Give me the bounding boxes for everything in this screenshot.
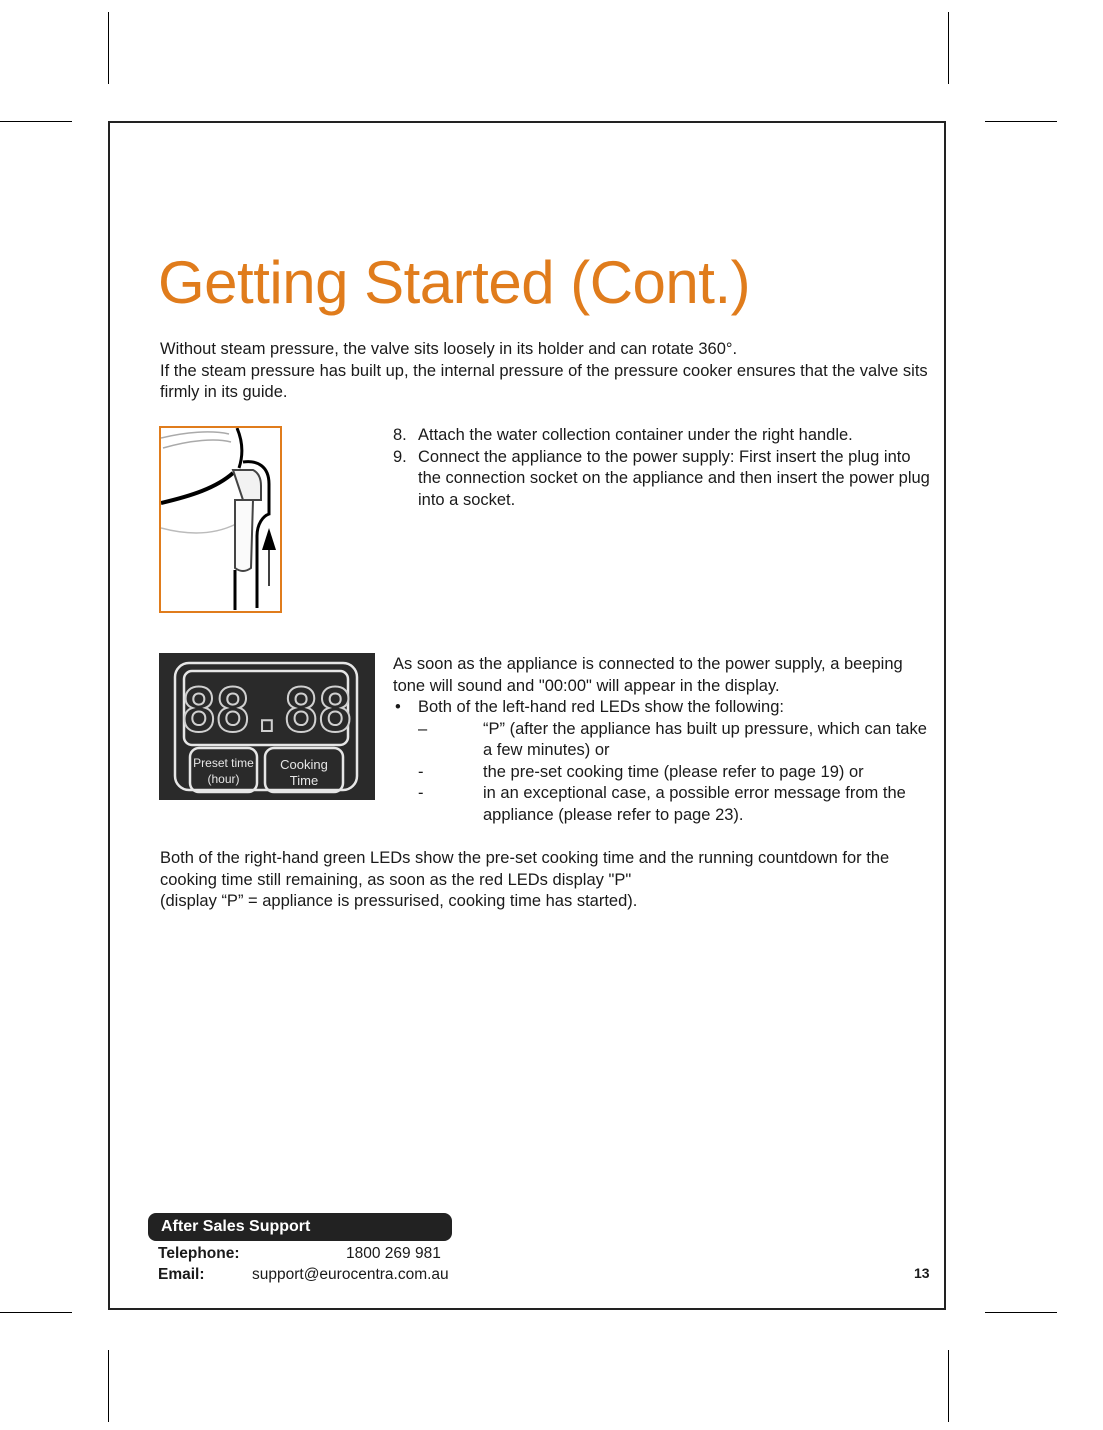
- step-number: 8.: [393, 426, 407, 444]
- closing-line-2: (display “P” = appliance is pressurised, cooking time has started).: [160, 892, 638, 910]
- bullet-item: [393, 697, 938, 719]
- steps-list: [393, 425, 938, 511]
- telephone-value[interactable]: 1800 269 981: [346, 1245, 441, 1262]
- crop-mark: [948, 12, 949, 84]
- step-number: 9.: [393, 447, 407, 466]
- crop-mark: [0, 1312, 72, 1313]
- telephone-row: [158, 1243, 448, 1264]
- sub-item-text: the pre-set cooking time (please refer to page 19) or: [483, 762, 864, 781]
- valve-illustration: [159, 426, 282, 613]
- led-digits: 88.88: [180, 676, 352, 746]
- preset-time-label: Preset time: [193, 756, 254, 770]
- crop-mark: [985, 1312, 1057, 1313]
- valve-drawing: [161, 428, 280, 611]
- cooking-time-label: Cooking: [280, 757, 328, 772]
- crop-mark: [985, 121, 1057, 122]
- sub-item: [393, 719, 938, 762]
- step-item: [393, 425, 938, 447]
- closing-line-1: Both of the right-hand green LEDs show the pre-set cooking time and the running countdown for the cooking time still remaining, as soon as the red LEDs display "P": [160, 849, 890, 889]
- email-link[interactable]: support@eurocentra.com.au: [252, 1266, 449, 1283]
- sub-item: [393, 762, 938, 784]
- crop-mark: [948, 1350, 949, 1422]
- crop-mark: [108, 12, 109, 84]
- step-text: Attach the water collection container under the right handle.: [418, 426, 853, 444]
- step-text: Connect the appliance to the power supply: First insert the plug into the connection socket on the appliance and then insert the power plug into a socket.: [418, 447, 930, 509]
- sub-item-text: in an exceptional case, a possible error message from the appliance (please refer to page 23).: [483, 784, 906, 824]
- closing-text: [160, 848, 940, 913]
- page-number: 13: [914, 1265, 930, 1281]
- intro-text: [160, 339, 940, 404]
- bullet-mark: •: [395, 698, 401, 716]
- sub-item-mark: -: [418, 784, 424, 802]
- crop-mark: [108, 1350, 109, 1422]
- sub-item-mark: -: [418, 762, 424, 781]
- preset-time-unit: (hour): [207, 772, 240, 786]
- step-item: [393, 447, 938, 512]
- display-description: [393, 654, 938, 826]
- cooking-time-label-2: Time: [289, 773, 319, 788]
- sub-item: [393, 783, 938, 826]
- display-paragraph: As soon as the appliance is connected to the power supply, a beeping tone will sound and "00:00" will appear in the display.: [393, 655, 903, 695]
- bullet-text: Both of the left-hand red LEDs show the following:: [418, 698, 784, 716]
- sub-item-text: “P” (after the appliance has built up pressure, which can take a few minutes) or: [483, 719, 927, 759]
- page-title: Getting Started (Cont.): [158, 249, 751, 316]
- sub-item-mark: –: [418, 719, 428, 738]
- intro-line-1: Without steam pressure, the valve sits loosely in its holder and can rotate 360°.: [160, 340, 738, 358]
- support-heading: After Sales Support: [148, 1213, 452, 1241]
- crop-mark: [0, 121, 72, 122]
- email-row: [158, 1264, 448, 1285]
- display-panel-drawing: [159, 653, 375, 800]
- telephone-label: Telephone:: [158, 1245, 240, 1262]
- intro-line-2: If the steam pressure has built up, the internal pressure of the pressure cooker ensures that the valve sits firmly in its guide.: [160, 361, 928, 401]
- display-panel-illustration: [159, 653, 375, 800]
- email-label: Email:: [158, 1266, 205, 1283]
- support-contact: [158, 1243, 448, 1285]
